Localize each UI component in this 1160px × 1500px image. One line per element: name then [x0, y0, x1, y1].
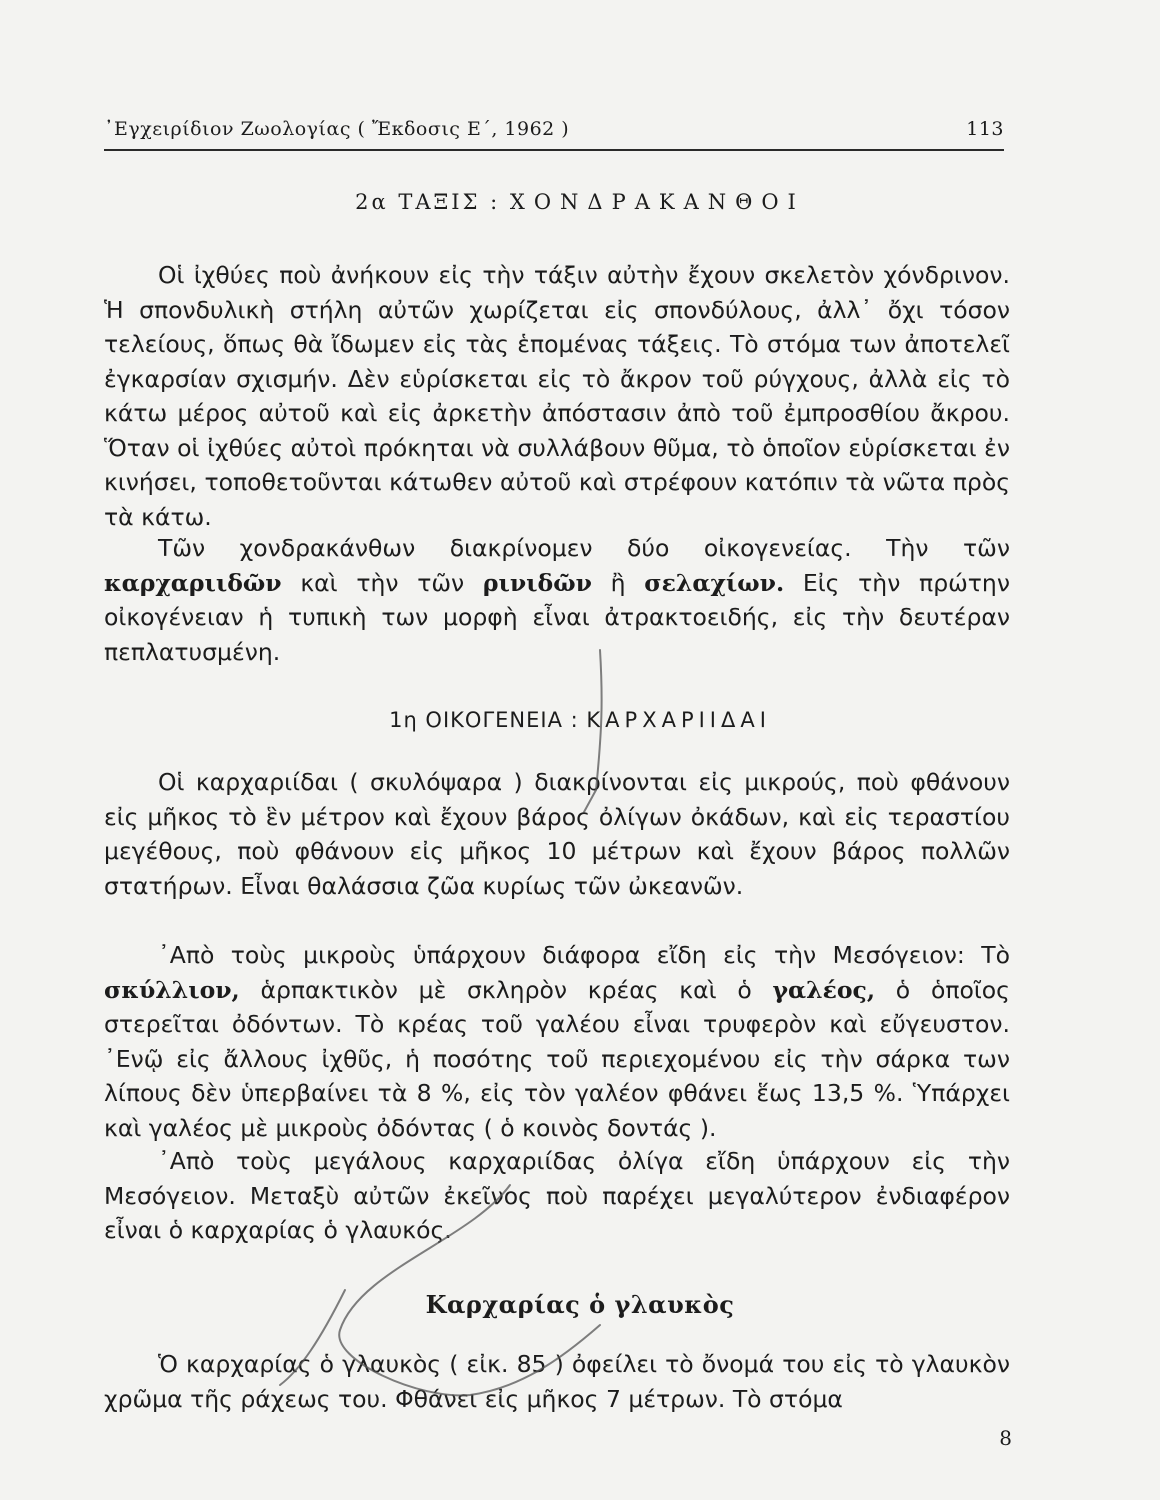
- class-heading: [0, 190, 1160, 214]
- family-heading-name: ΚΑΡΧΑΡΙΙΔΑΙ: [586, 708, 771, 732]
- term-selachion: σελαχίων.: [644, 568, 785, 597]
- header-rule: [104, 149, 1004, 151]
- paragraph-5: [104, 1144, 1010, 1248]
- class-heading-name: ΧΟΝΔΡΑΚΑΝΘΟΙ: [509, 190, 805, 214]
- paragraph-3: [104, 765, 1010, 903]
- term-skyllion: σκύλλιον,: [104, 975, 240, 1004]
- term-karchariidon: καρχαριιδῶν: [104, 568, 282, 597]
- book-title: ᾿Εγχειρίδιον Ζωολογίας ( Ἔκδοσις Ε΄, 1962 ): [104, 118, 570, 140]
- paragraph-2-text-e: Εἰς τὴν πρώτην οἰκογένειαν ἡ τυπικὴ των μορφὴ εἶναι ἀτρακτοειδής, εἰς τὴν δευτέραν πεπλατυσμένη.: [104, 568, 1010, 666]
- paragraph-3-text: Οἱ καρχαριίδαι ( σκυλόψαρα ) διακρίνονται εἰς μικρούς, ποὺ φθάνουν εἰς μῆκος τὸ ἓν μέτρον καὶ ἔχουν βάρος ὀλίγων ὀκάδων, καὶ εἰς τεραστίου μεγέθους, ποὺ φθάνουν εἰς μῆκος 10 μέτρων καὶ ἔχουν βάρος πολλῶν στατήρων. Εἶναι θαλάσσια ζῶα κυρίως τῶν ὠκεανῶν.: [104, 768, 1010, 900]
- paragraph-4-text-c: ἁρπακτικὸν μὲ σκληρὸν κρέας καὶ ὁ: [260, 975, 752, 1004]
- paragraph-2-text-d: ἢ: [610, 568, 626, 597]
- paragraph-2-text-c: καὶ τὴν τῶν: [300, 568, 465, 597]
- term-galeos: γαλέος,: [772, 975, 876, 1004]
- paragraph-2: [104, 531, 1010, 669]
- paragraph-4-text-a: ᾿Απὸ τοὺς μικροὺς ὑπάρχουν διάφορα εἴδη εἰς τὴν Μεσόγειον: Τὸ: [158, 941, 1010, 969]
- paragraph-5-text: ᾿Απὸ τοὺς μεγάλους καρχαριίδας ὀλίγα εἴδη ὑπάρχουν εἰς τὴν Μεσόγειον. Μεταξὺ αὐτῶν ἐκεῖνος ποὺ παρέχει μεγαλύτερον ἐνδιαφέρον εἶναι ὁ καρχαρίας ὁ γλαυκός.: [104, 1147, 1010, 1244]
- paragraph-4-text-d: ὁ ὁποῖος στερεῖται ὀδόντων. Τὸ κρέας τοῦ γαλέου εἶναι τρυφερὸν καὶ εὔγευστον. ᾿Ενῷ εἰς ἄλλους ἰχθῦς, ἡ ποσότης τοῦ περιεχομένου εἰς τὴν σάρκα των λίπους δὲν ὑπερβαίνει τὰ 8 %, εἰς τὸν γαλέον φθάνει ἕως 13,5 %. Ὑπάρχει καὶ γαλέος μὲ μικροὺς ὀδόντας ( ὁ κοινὸς δοντάς ).: [104, 975, 1010, 1142]
- paragraph-6-text: Ὁ καρχαρίας ὁ γλαυκὸς ( εἰκ. 85 ) ὀφείλει τὸ ὄνομά του εἰς τὸ γλαυκὸν χρῶμα τῆς ράχεως του. Φθάνει εἰς μῆκος 7 μέτρων. Τὸ στόμα: [104, 1350, 1010, 1413]
- page-number: 113: [966, 118, 1004, 140]
- paragraph-1-text: Οἱ ἰχθύες ποὺ ἀνήκουν εἰς τὴν τάξιν αὐτὴν ἔχουν σκελετὸν χόνδρινον. Ἡ σπονδυλικὴ στήλη αὐτῶν χωρίζεται εἰς σπονδύλους, ἀλλ᾿ ὄχι τόσον τελείους, ὅπως θὰ ἴδωμεν εἰς τὰς ἑπομένας τάξεις. Τὸ στόμα των ἀποτελεῖ ἐγκαρσίαν σχισμήν. Δὲν εὑρίσκεται εἰς τὸ ἄκρον τοῦ ρύγχους, ἀλλὰ εἰς τὸ κάτω μέρος αὐτοῦ καὶ εἰς ἀρκετὴν ἀπόστασιν ἀπὸ τοῦ ἐμπροσθίου ἄκρου. Ὅταν οἱ ἰχθύες αὐτοὶ πρόκηται νὰ συλλάβουν θῦμα, τὸ ὁποῖον εὑρίσκεται ἐν κινήσει, τοποθετοῦνται κάτωθεν αὐτοῦ καὶ στρέφουν κατόπιν τὰ νῶτα πρὸς τὰ κάτω.: [104, 261, 1010, 531]
- family-heading-prefix: 1η ΟΙΚΟΓΕΝΕΙΑ :: [389, 708, 579, 732]
- class-heading-prefix: 2α ΤΑΞΙΣ :: [355, 190, 501, 214]
- signature-mark: 8: [999, 1426, 1012, 1450]
- term-rinidon: ρινιδῶν: [482, 568, 592, 597]
- paragraph-1: [104, 258, 1010, 534]
- paragraph-4: [104, 938, 1010, 1145]
- species-heading: Καρχαρίας ὁ γλαυκὸς: [425, 1290, 735, 1319]
- paragraph-2-text-a: Τῶν χονδρακάνθων διακρίνομεν δύο οἰκογενείας. Τὴν τῶν: [158, 534, 1010, 562]
- paragraph-6: [104, 1347, 1010, 1416]
- family-heading: [0, 708, 1160, 732]
- running-header: [104, 116, 1004, 148]
